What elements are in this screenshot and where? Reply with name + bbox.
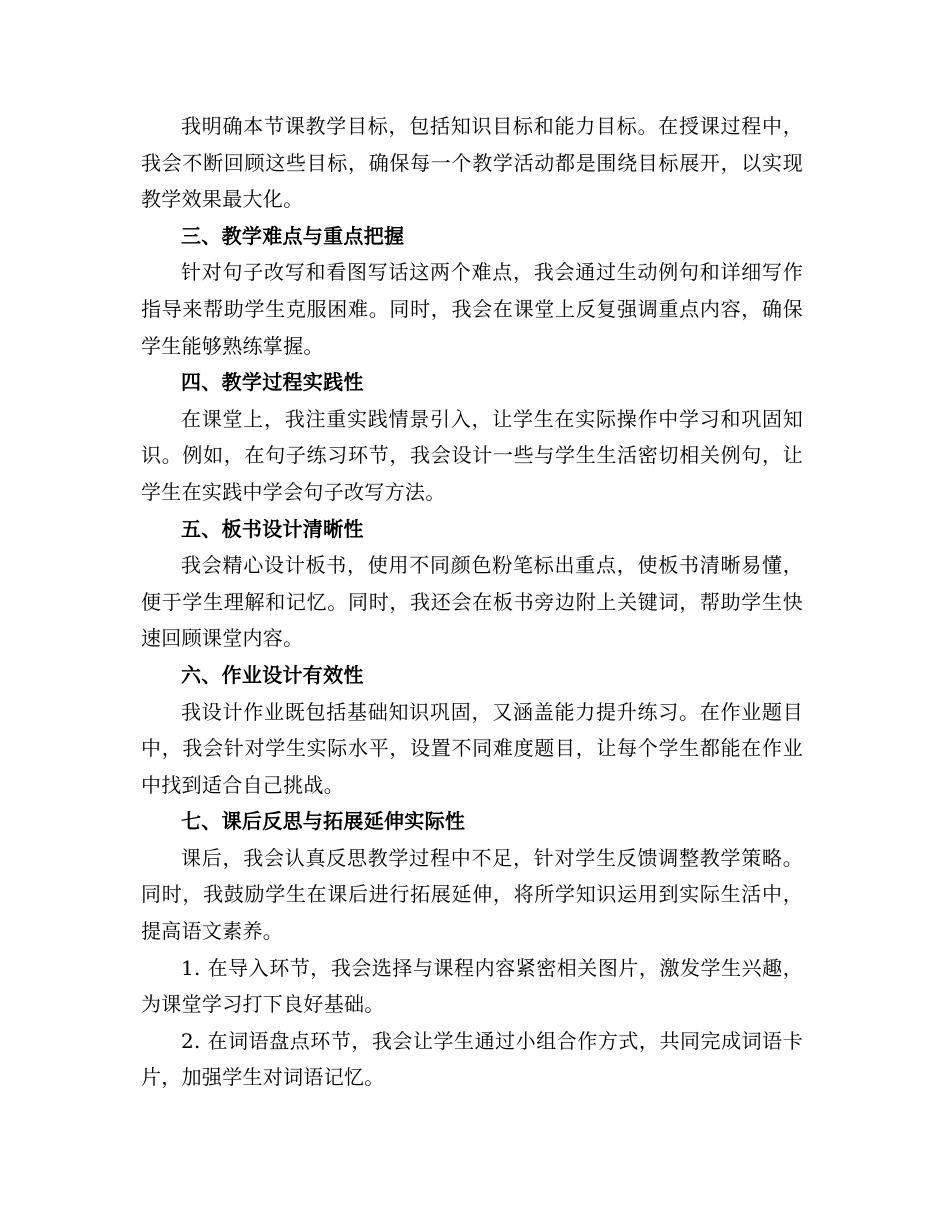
section-heading-5: 五、板书设计清晰性 <box>181 516 364 541</box>
document-body <box>141 108 803 1096</box>
section-heading-6: 六、作业设计有效性 <box>181 662 364 687</box>
paragraph-practice: 在课堂上，我注重实践情景引入，让学生在实际操作中学习和巩固知识。例如，在句子练习环节，我会设计一些与学生生活密切相关例句，让学生在实践中学会句子改写方法。 <box>141 406 803 504</box>
paragraph-reflection: 课后，我会认真反思教学过程中不足，针对学生反馈调整教学策略。同时，我鼓励学生在课后进行拓展延伸，将所学知识运用到实际生活中，提高语文素养。 <box>141 845 803 944</box>
section-heading-7: 七、课后反思与拓展延伸实际性 <box>181 809 466 834</box>
paragraph-homework: 我设计作业既包括基础知识巩固，又涵盖能力提升练习。在作业题目中，我会针对学生实际水平，设置不同难度题目，让每个学生都能在作业中找到适合自己挑战。 <box>141 699 803 797</box>
paragraph-blackboard: 我会精心设计板书，使用不同颜色粉笔标出重点，使板书清晰易懂，便于学生理解和记忆。同时，我还会在板书旁边附上关键词，帮助学生快速回顾课堂内容。 <box>141 553 803 651</box>
section-heading-3: 三、教学难点与重点把握 <box>181 223 405 248</box>
paragraph-difficulties: 针对句子改写和看图写话这两个难点，我会通过生动例句和详细写作指导来帮助学生克服困难。同时，我会在课堂上反复强调重点内容，确保学生能够熟练掌握。 <box>141 260 803 358</box>
paragraph-objectives: 我明确本节课教学目标，包括知识目标和能力目标。在授课过程中，我会不断回顾这些目标，确保每一个教学活动都是围绕目标展开，以实现教学效果最大化。 <box>141 114 803 212</box>
list-item-2: 2. 在词语盘点环节，我会让学生通过小组合作方式，共同完成词语卡片，加强学生对词语记忆。 <box>141 1028 803 1090</box>
section-heading-4: 四、教学过程实践性 <box>181 370 364 395</box>
list-item-1: 1. 在导入环节，我会选择与课程内容紧密相关图片，激发学生兴趣，为课堂学习打下良好基础。 <box>141 955 803 1017</box>
